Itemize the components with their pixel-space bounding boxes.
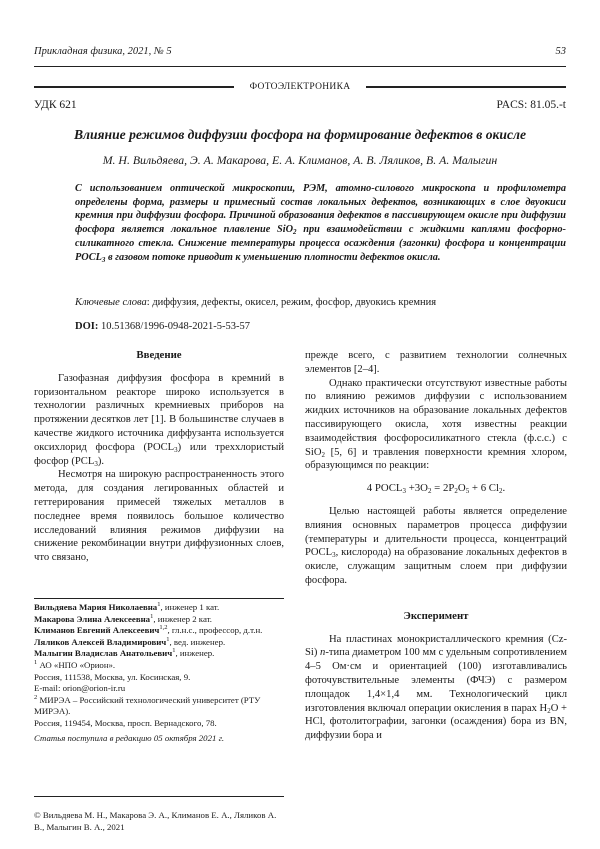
section-label: ФОТОЭЛЕКТРОНИКА [249, 82, 351, 92]
section-heading-experiment: Эксперимент [403, 609, 469, 622]
article-title: Влияние режимов диффузии фосфора на формирование дефектов в окисле [73, 127, 527, 142]
abstract: С использованием оптической микроскопии, РЭМ, атомно-силового микроскопа и профилометра определены форма, размеры и примесный состав локальных дефектов, возникающих в слое двуокиси кремния при диффузии фосфора. Причиной образования дефектов в пассивирующем окисле при диффузии фосфора является локальное плавление SiO$_2$ при взаимодействии с жидкими каплями фосфорно-силикатного стекла. Снижение температуры процесса осаждения (загонки) фосфора и концентрации $POCL_3$ в газовом потоке приводит к уменьшению плотности дефектов окисла. [75, 183, 566, 264]
keywords-label: Ключевые слова [75, 297, 147, 308]
footnote-affiliation-2: $^2$ МИРЭА – Российский технологический университет (РТУ МИРЭА). [34, 693, 261, 717]
section-rule-right [366, 86, 566, 88]
journal-name: Прикладная физика, 2021, № 5 [34, 46, 172, 57]
footnote-author-3: Климанов Евгений Алексеевич$^{1,2}$, гл.н.с., профессор, д.т.н. [34, 624, 263, 636]
reaction-equation: 4 $POCL_3 +3O_2 = 2P_2O_5 + 6$ $Cl_2$. [366, 482, 506, 496]
footnote-email[interactable]: E-mail: orion@orion-ir.ru [34, 683, 126, 694]
left-column [34, 349, 284, 565]
intro-paragraph-1: Газофазная диффузия фосфора в кремний в горизонтальном реакторе широко используется в технологии различных кремниевых приборов на протяжении десятков лет [1]. В большинстве случаев в качестве жидкого источника диффузанта используется оксихлорид фосфора $(POCL_3)$ или треххлористый фосфор $(PCL_3)$. [34, 372, 284, 468]
received-date: Статья поступила в редакцию 05 октября 2021 г. [34, 732, 225, 743]
author-footnote [34, 602, 284, 744]
right-paragraph-2: Целью настоящей работы является определение влияния основных параметров процесса диффузии (температуры и длительности процесса, концентраций $POCL_3$, кислорода) на образование локальных дефектов в окисле, служащим защитным слоем при диффузии фосфора. [305, 505, 567, 586]
section-heading-introduction: Введение [136, 349, 182, 361]
intro-paragraph-2: Несмотря на широкую распространенность этого метода, для создания легированных областей и геттерирования примесей тяжелых металлов в последнее время появилось большое количество исследований влияния режимов диффузии на снижение рекомбинации внутри диффузионных слоев, что связано, [34, 469, 284, 564]
right-paragraph-1: Однако практически отсутствуют известные работы по влиянию режимов диффузии с использованием жидких источников на образование локальных дефектов пассивирующего окисла, хотя известны реакции взаимодействия фосфоросиликатного стекла (ф.с.с.) с SiO$_2$ [5, 6] и травления поверхности кремния хлором, образующимся по реакции: [305, 377, 567, 472]
copyright: © Вильдяева М. Н., Макарова Э. А., Климанов Е. А., Ляликов А. В., Малыгин В. А., 2021 [34, 810, 277, 832]
section-bar [34, 81, 566, 93]
footnote-address-1: Россия, 111538, Москва, ул. Косинская, 9. [34, 671, 191, 682]
footnote-author-2: Макарова Элина Алексеевна$^1$, инженер 2 кат. [34, 612, 212, 624]
pacs-code: PACS: 81.05.-t [496, 99, 566, 111]
keywords-text: : диффузия, дефекты, окисел, режим, фосфор, двуокись кремния [146, 297, 437, 308]
footnote-rule [34, 598, 284, 599]
doi [75, 321, 250, 332]
footnote-author-4: Ляликов Алексей Владимирович$^1$, вед. инженер. [34, 635, 226, 647]
udk-code: УДК 621 [34, 99, 77, 111]
experiment-paragraph-1: На пластинах монокристаллического кремния (Cz-Si) n-типа диаметром 100 мм с удельным сопротивлением 4–5 Ом·см и ориентацией (100) изготавливались фоточувствительные элементы (ФЧЭ) с размером площадок 1,4×1,4 мм. Технологический цикл изготовления включал операции окисления в парах $H_2O$ + HCl, фотолитографии, загонки (осаждения) бора из BN, диффузии бора и [305, 633, 567, 742]
footnote-affiliation-1: $^1$ АО «НПО «Орион». [34, 658, 116, 670]
right-paragraph-0: прежде всего, с развитием технологии солнечных элементов [2–4]. [305, 350, 567, 375]
footnote-author-1: Вильдяева Мария Николаевна$^1$, инженер 1 кат. [34, 601, 220, 612]
footnote-address-2: Россия, 119454, Москва, просп. Вернадского, 78. [34, 717, 217, 728]
right-column [305, 349, 567, 743]
page-number: 53 [555, 46, 566, 57]
doi-label: DOI: [75, 321, 99, 332]
footnote-author-5: Малыгин Владислав Анатольевич$^1$, инженер. [34, 647, 215, 659]
header-rule [34, 66, 566, 67]
article-authors: М. Н. Вильдяева, Э. А. Макарова, Е. А. Климанов, А. В. Ляликов, В. А. Малыгин [102, 153, 498, 167]
running-header [34, 46, 566, 60]
copyright-rule [34, 796, 284, 797]
keywords [75, 297, 566, 308]
doi-link[interactable]: 10.51368/1996-0948-2021-5-53-57 [98, 321, 250, 332]
